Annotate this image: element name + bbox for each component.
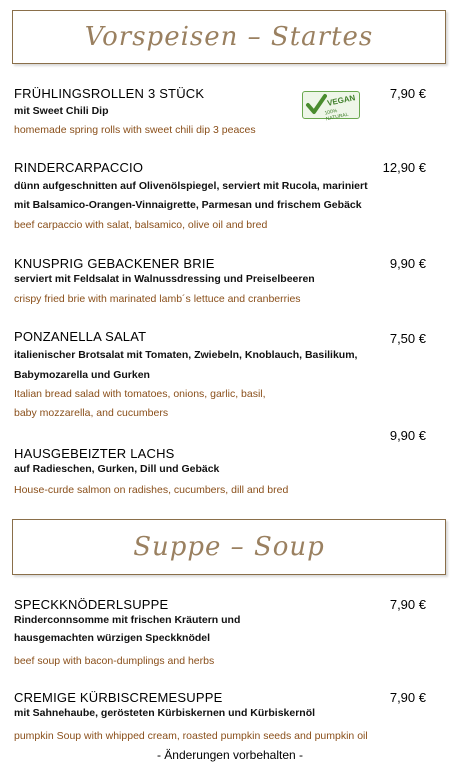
item-description-en: homemade spring rolls with sweet chili dip 3 peaces	[14, 124, 256, 136]
item-description-en: baby mozzarella, and cucumbers	[14, 407, 169, 419]
footer-note: - Änderungen vorbehalten -	[156, 748, 304, 762]
item-name: KNUSPRIG GEBACKENER BRIE	[14, 256, 215, 271]
vegan-label: VEGAN	[326, 93, 357, 108]
item-price: 9,90 €	[389, 256, 426, 271]
item-description-de: mit Sahnehaube, gerösteten Kürbiskernen und Kürbiskernöl	[14, 707, 316, 719]
item-description-en: House-curde salmon on radishes, cucumbers, dill and bred	[14, 484, 289, 496]
item-description-de: Rinderconnsomme mit frischen Kräutern und	[14, 614, 241, 626]
item-description-en: crispy fried brie with marinated lamb´s lettuce and cranberries	[14, 293, 301, 305]
vegan-badge	[302, 91, 360, 123]
soups-header	[12, 519, 446, 575]
item-price: 7,50 €	[389, 331, 426, 346]
item-price: 7,90 €	[389, 597, 426, 612]
item-name: FRÜHLINGSROLLEN 3 STÜCK	[14, 86, 205, 101]
soups-title: Suppe – Soup	[133, 532, 325, 562]
item-description-en: Italian bread salad with tomatoes, onions, garlic, basil,	[14, 388, 266, 400]
checkmark-icon	[305, 93, 327, 117]
item-description-de: mit Sweet Chili Dip	[14, 105, 109, 117]
starters-title: Vorspeisen – Startes	[84, 22, 374, 52]
vegan-sublabel: 100% NATURAL	[324, 108, 350, 123]
item-description-de: auf Radieschen, Gurken, Dill und Gebäck	[14, 463, 220, 475]
item-price: 7,90 €	[389, 86, 426, 101]
item-description-de: serviert mit Feldsalat in Walnussdressing und Preiselbeeren	[14, 273, 315, 285]
item-description-de: mit Balsamico-Orangen-Vinnaigrette, Parmesan und frischem Gebäck	[14, 199, 362, 211]
item-description-en: beef carpaccio with salat, balsamico, olive oil and bred	[14, 219, 268, 231]
item-description-de: Babymozarella und Gurken	[14, 369, 150, 381]
item-name: RINDERCARPACCIO	[14, 160, 144, 175]
item-description-de: hausgemachten würzigen Speckknödel	[14, 632, 211, 644]
item-name: CREMIGE KÜRBISCREMESUPPE	[14, 690, 223, 705]
item-price: 9,90 €	[389, 428, 426, 443]
item-name: SPECKKNÖDERLSUPPE	[14, 597, 169, 612]
item-description-de: italienischer Brotsalat mit Tomaten, Zwiebeln, Knoblauch, Basilikum,	[14, 349, 358, 361]
item-description-en: beef soup with bacon-dumplings and herbs	[14, 655, 215, 667]
item-price: 7,90 €	[389, 690, 426, 705]
starters-header	[12, 10, 446, 64]
item-name: HAUSGEBEIZTER LACHS	[14, 446, 175, 461]
item-price: 12,90 €	[382, 160, 426, 175]
item-description-en: pumpkin Soup with whipped cream, roasted pumpkin seeds and pumpkin oil	[14, 730, 368, 742]
item-name: PONZANELLA SALAT	[14, 329, 147, 344]
item-description-de: dünn aufgeschnitten auf Olivenölspiegel, serviert mit Rucola, mariniert	[14, 180, 368, 192]
